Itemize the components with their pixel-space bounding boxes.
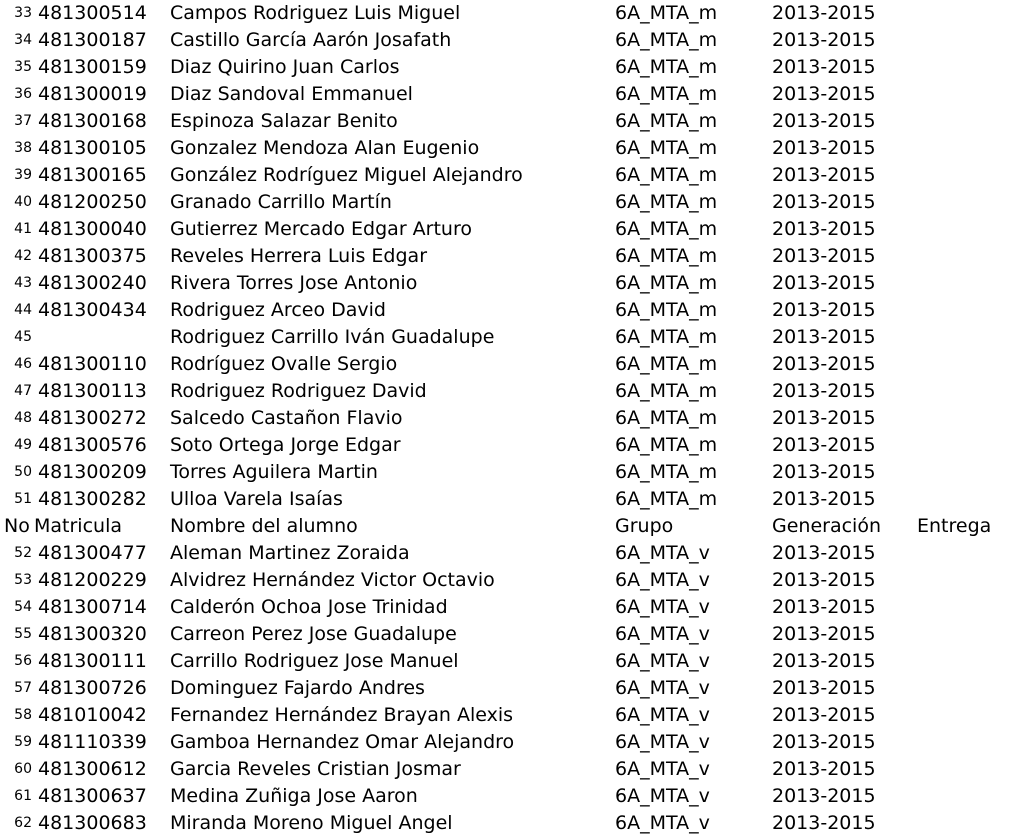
matricula-cell: 481300477 xyxy=(38,542,147,564)
generation-cell: 2013-2015 xyxy=(772,191,876,213)
row-number: 33 xyxy=(14,5,32,21)
row-number: 60 xyxy=(14,761,32,777)
table-row xyxy=(0,594,1024,621)
generation-cell: 2013-2015 xyxy=(772,434,876,456)
row-number: 47 xyxy=(14,383,32,399)
matricula-cell: 481300019 xyxy=(38,83,147,105)
matricula-cell: 481300683 xyxy=(38,812,147,834)
student-name-cell: Torres Aguilera Martin xyxy=(170,461,378,483)
group-cell: 6A_MTA_m xyxy=(615,353,718,375)
header-entrega: Entrega xyxy=(917,515,992,537)
group-cell: 6A_MTA_m xyxy=(615,272,718,294)
group-cell: 6A_MTA_v xyxy=(615,758,710,780)
generation-cell: 2013-2015 xyxy=(772,407,876,429)
matricula-cell: 481200229 xyxy=(38,569,147,591)
table-row xyxy=(0,729,1024,756)
table-row xyxy=(0,297,1024,324)
student-name-cell: Campos Rodriguez Luis Miguel xyxy=(170,2,461,24)
matricula-cell: 481300514 xyxy=(38,2,147,24)
table-row xyxy=(0,162,1024,189)
matricula-cell: 481300113 xyxy=(38,380,147,402)
student-name-cell: Garcia Reveles Cristian Josmar xyxy=(170,758,461,780)
student-name-cell: Rodriguez Rodriguez David xyxy=(170,380,427,402)
table-row xyxy=(0,702,1024,729)
generation-cell: 2013-2015 xyxy=(772,785,876,807)
table-row xyxy=(0,351,1024,378)
student-name-cell: Soto Ortega Jorge Edgar xyxy=(170,434,401,456)
group-cell: 6A_MTA_m xyxy=(615,299,718,321)
generation-cell: 2013-2015 xyxy=(772,110,876,132)
group-cell: 6A_MTA_m xyxy=(615,29,718,51)
matricula-cell: 481300209 xyxy=(38,461,147,483)
row-number: 52 xyxy=(14,545,32,561)
generation-cell: 2013-2015 xyxy=(772,380,876,402)
generation-cell: 2013-2015 xyxy=(772,272,876,294)
matricula-cell: 481300320 xyxy=(38,623,147,645)
table-row xyxy=(0,675,1024,702)
row-number: 51 xyxy=(14,491,32,507)
table-row xyxy=(0,135,1024,162)
matricula-cell: 481300375 xyxy=(38,245,147,267)
group-cell: 6A_MTA_m xyxy=(615,407,718,429)
row-number: 61 xyxy=(14,788,32,804)
row-number: 41 xyxy=(14,221,32,237)
row-number: 36 xyxy=(14,86,32,102)
group-cell: 6A_MTA_m xyxy=(615,110,718,132)
table-row xyxy=(0,432,1024,459)
row-number: 50 xyxy=(14,464,32,480)
student-name-cell: Espinoza Salazar Benito xyxy=(170,110,398,132)
student-name-cell: Calderón Ochoa Jose Trinidad xyxy=(170,596,448,618)
row-number: 59 xyxy=(14,734,32,750)
student-name-cell: Carrillo Rodriguez Jose Manuel xyxy=(170,650,459,672)
generation-cell: 2013-2015 xyxy=(772,650,876,672)
student-name-cell: Gonzalez Mendoza Alan Eugenio xyxy=(170,137,480,159)
table-row xyxy=(0,540,1024,567)
table-row xyxy=(0,756,1024,783)
generation-cell: 2013-2015 xyxy=(772,488,876,510)
student-name-cell: Miranda Moreno Miguel Angel xyxy=(170,812,453,834)
matricula-cell: 481300110 xyxy=(38,353,147,375)
group-cell: 6A_MTA_v xyxy=(615,704,710,726)
row-number: 40 xyxy=(14,194,32,210)
student-name-cell: Alvidrez Hernández Victor Octavio xyxy=(170,569,495,591)
matricula-cell: 481300272 xyxy=(38,407,147,429)
matricula-cell: 481300111 xyxy=(38,650,147,672)
group-cell: 6A_MTA_m xyxy=(615,326,718,348)
matricula-cell: 481300105 xyxy=(38,137,147,159)
student-name-cell: Salcedo Castañon Flavio xyxy=(170,407,403,429)
table-row xyxy=(0,459,1024,486)
matricula-cell: 481300187 xyxy=(38,29,147,51)
student-name-cell: Diaz Quirino Juan Carlos xyxy=(170,56,400,78)
student-name-cell: Rodriguez Carrillo Iván Guadalupe xyxy=(170,326,495,348)
table-row xyxy=(0,378,1024,405)
generation-cell: 2013-2015 xyxy=(772,218,876,240)
student-name-cell: Dominguez Fajardo Andres xyxy=(170,677,425,699)
table-row xyxy=(0,783,1024,810)
group-cell: 6A_MTA_m xyxy=(615,380,718,402)
student-name-cell: Reveles Herrera Luis Edgar xyxy=(170,245,428,267)
group-cell: 6A_MTA_v xyxy=(615,812,710,834)
matricula-cell: 481300637 xyxy=(38,785,147,807)
group-cell: 6A_MTA_m xyxy=(615,137,718,159)
group-cell: 6A_MTA_v xyxy=(615,731,710,753)
row-number: 43 xyxy=(14,275,32,291)
matricula-cell: 481300168 xyxy=(38,110,147,132)
table-row xyxy=(0,324,1024,351)
header-matricula: Matricula xyxy=(34,515,122,537)
table-row xyxy=(0,189,1024,216)
row-number: 45 xyxy=(14,329,32,345)
group-cell: 6A_MTA_v xyxy=(615,650,710,672)
student-name-cell: Rodriguez Arceo David xyxy=(170,299,386,321)
student-name-cell: Aleman Martinez Zoraida xyxy=(170,542,410,564)
group-cell: 6A_MTA_m xyxy=(615,2,718,24)
row-number: 57 xyxy=(14,680,32,696)
table-row xyxy=(0,216,1024,243)
student-name-cell: Gamboa Hernandez Omar Alejandro xyxy=(170,731,515,753)
group-cell: 6A_MTA_m xyxy=(615,245,718,267)
matricula-cell: 481300040 xyxy=(38,218,147,240)
generation-cell: 2013-2015 xyxy=(772,542,876,564)
matricula-cell: 481300240 xyxy=(38,272,147,294)
table-row xyxy=(0,0,1024,27)
table-row xyxy=(0,621,1024,648)
row-number: 58 xyxy=(14,707,32,723)
table-row xyxy=(0,648,1024,675)
student-name-cell: Castillo García Aarón Josafath xyxy=(170,29,452,51)
matricula-cell: 481300612 xyxy=(38,758,147,780)
generation-cell: 2013-2015 xyxy=(772,461,876,483)
group-cell: 6A_MTA_v xyxy=(615,542,710,564)
student-name-cell: Ulloa Varela Isaías xyxy=(170,488,343,510)
group-cell: 6A_MTA_v xyxy=(615,677,710,699)
group-cell: 6A_MTA_m xyxy=(615,434,718,456)
row-number: 35 xyxy=(14,59,32,75)
generation-cell: 2013-2015 xyxy=(772,29,876,51)
table-row xyxy=(0,405,1024,432)
table-row xyxy=(0,108,1024,135)
generation-cell: 2013-2015 xyxy=(772,245,876,267)
generation-cell: 2013-2015 xyxy=(772,677,876,699)
row-number: 38 xyxy=(14,140,32,156)
generation-cell: 2013-2015 xyxy=(772,2,876,24)
table-row xyxy=(0,567,1024,594)
group-cell: 6A_MTA_m xyxy=(615,488,718,510)
generation-cell: 2013-2015 xyxy=(772,83,876,105)
generation-cell: 2013-2015 xyxy=(772,758,876,780)
student-name-cell: Rodríguez Ovalle Sergio xyxy=(170,353,398,375)
row-number: 49 xyxy=(14,437,32,453)
table-row xyxy=(0,27,1024,54)
student-name-cell: Rivera Torres Jose Antonio xyxy=(170,272,418,294)
row-number: 55 xyxy=(14,626,32,642)
student-name-cell: Medina Zuñiga Jose Aaron xyxy=(170,785,418,807)
row-number: 44 xyxy=(14,302,32,318)
matricula-cell: 481300576 xyxy=(38,434,147,456)
column-header-row xyxy=(0,513,1024,540)
table-row xyxy=(0,243,1024,270)
generation-cell: 2013-2015 xyxy=(772,164,876,186)
generation-cell: 2013-2015 xyxy=(772,704,876,726)
row-number: 37 xyxy=(14,113,32,129)
row-number: 56 xyxy=(14,653,32,669)
group-cell: 6A_MTA_v xyxy=(615,623,710,645)
row-number: 54 xyxy=(14,599,32,615)
matricula-cell: 481300282 xyxy=(38,488,147,510)
generation-cell: 2013-2015 xyxy=(772,299,876,321)
header-generacion: Generación xyxy=(772,515,881,537)
row-number: 46 xyxy=(14,356,32,372)
group-cell: 6A_MTA_m xyxy=(615,56,718,78)
student-name-cell: Fernandez Hernández Brayan Alexis xyxy=(170,704,514,726)
group-cell: 6A_MTA_m xyxy=(615,164,718,186)
table-row xyxy=(0,54,1024,81)
generation-cell: 2013-2015 xyxy=(772,56,876,78)
group-cell: 6A_MTA_m xyxy=(615,191,718,213)
generation-cell: 2013-2015 xyxy=(772,326,876,348)
generation-cell: 2013-2015 xyxy=(772,623,876,645)
table-row xyxy=(0,270,1024,297)
matricula-cell: 481300434 xyxy=(38,299,147,321)
row-number: 62 xyxy=(14,815,32,831)
matricula-cell: 481010042 xyxy=(38,704,147,726)
student-name-cell: González Rodríguez Miguel Alejandro xyxy=(170,164,523,186)
row-number: 34 xyxy=(14,32,32,48)
row-number: 42 xyxy=(14,248,32,264)
student-name-cell: Carreon Perez Jose Guadalupe xyxy=(170,623,457,645)
group-cell: 6A_MTA_m xyxy=(615,218,718,240)
row-number: 39 xyxy=(14,167,32,183)
generation-cell: 2013-2015 xyxy=(772,137,876,159)
student-name-cell: Gutierrez Mercado Edgar Arturo xyxy=(170,218,472,240)
group-cell: 6A_MTA_v xyxy=(615,785,710,807)
row-number: 48 xyxy=(14,410,32,426)
generation-cell: 2013-2015 xyxy=(772,569,876,591)
group-cell: 6A_MTA_v xyxy=(615,596,710,618)
generation-cell: 2013-2015 xyxy=(772,812,876,834)
group-cell: 6A_MTA_m xyxy=(615,461,718,483)
group-cell: 6A_MTA_v xyxy=(615,569,710,591)
matricula-cell: 481110339 xyxy=(38,731,147,753)
matricula-cell: 481300714 xyxy=(38,596,147,618)
generation-cell: 2013-2015 xyxy=(772,731,876,753)
table-row xyxy=(0,810,1024,837)
row-number: 53 xyxy=(14,572,32,588)
student-name-cell: Diaz Sandoval Emmanuel xyxy=(170,83,413,105)
header-grupo: Grupo xyxy=(615,515,674,537)
group-cell: 6A_MTA_m xyxy=(615,83,718,105)
matricula-cell: 481200250 xyxy=(38,191,147,213)
matricula-cell: 481300159 xyxy=(38,56,147,78)
table-row xyxy=(0,486,1024,513)
header-nombre: Nombre del alumno xyxy=(170,515,358,537)
header-no: No xyxy=(4,515,30,537)
generation-cell: 2013-2015 xyxy=(772,596,876,618)
student-name-cell: Granado Carrillo Martín xyxy=(170,191,392,213)
matricula-cell: 481300726 xyxy=(38,677,147,699)
matricula-cell: 481300165 xyxy=(38,164,147,186)
generation-cell: 2013-2015 xyxy=(772,353,876,375)
table-row xyxy=(0,81,1024,108)
